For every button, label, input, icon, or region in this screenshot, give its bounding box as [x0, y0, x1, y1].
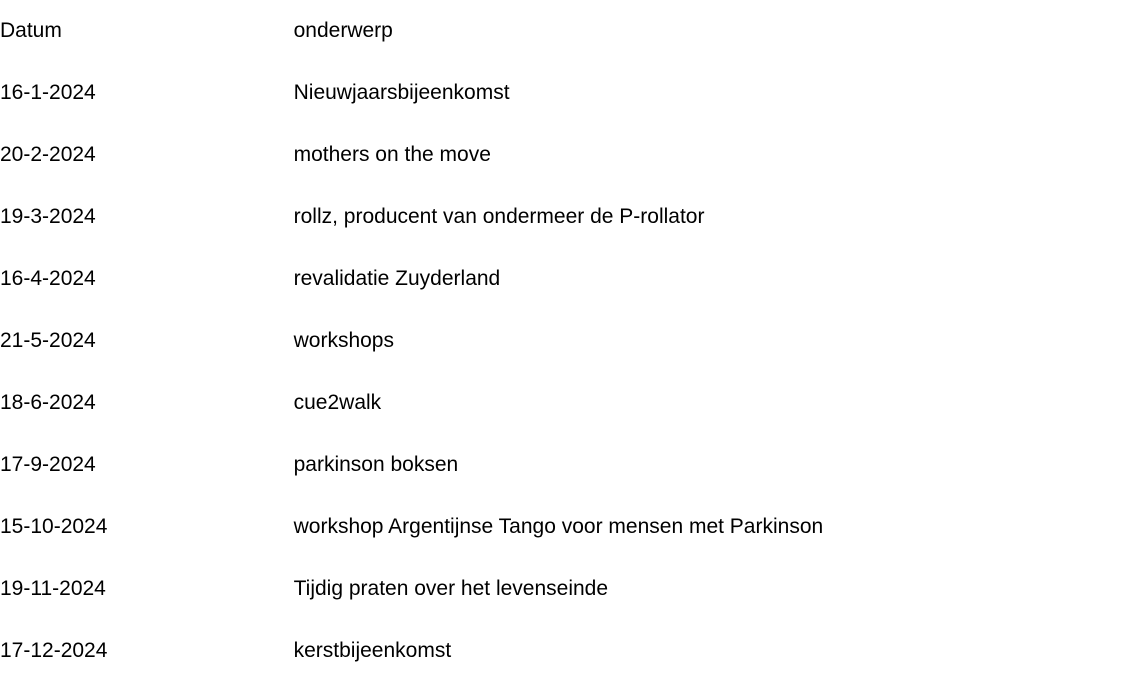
- table-header-row: [0, 0, 1138, 62]
- cell-date: 18-6-2024: [0, 391, 96, 414]
- cell-date: 17-12-2024: [0, 639, 108, 662]
- cell-subject: kerstbijeenkomst: [293, 639, 452, 662]
- cell-date: 20-2-2024: [0, 143, 96, 166]
- table-row: [0, 620, 1138, 682]
- cell-date: 16-1-2024: [0, 81, 96, 104]
- cell-date: 21-5-2024: [0, 329, 96, 352]
- cell-subject: rollz, producent van ondermeer de P-rollator: [293, 205, 705, 228]
- cell-date: 15-10-2024: [0, 515, 108, 538]
- column-header-subject: onderwerp: [293, 19, 393, 42]
- cell-subject: cue2walk: [293, 391, 382, 414]
- cell-subject: mothers on the move: [293, 143, 491, 166]
- cell-subject: Tijdig praten over het levenseinde: [293, 577, 609, 600]
- table-row: [0, 434, 1138, 496]
- cell-date: 17-9-2024: [0, 453, 96, 476]
- cell-date: 19-3-2024: [0, 205, 96, 228]
- cell-date: 19-11-2024: [0, 577, 106, 600]
- table-row: [0, 310, 1138, 372]
- table-row: [0, 558, 1138, 620]
- cell-subject: workshop Argentijnse Tango voor mensen met Parkinson: [293, 515, 824, 538]
- cell-subject: Nieuwjaarsbijeenkomst: [293, 81, 510, 104]
- cell-subject: parkinson boksen: [293, 453, 459, 476]
- table-row: [0, 372, 1138, 434]
- table-row: [0, 124, 1138, 186]
- column-header-date: Datum: [0, 19, 62, 42]
- table-row: [0, 186, 1138, 248]
- cell-subject: revalidatie Zuyderland: [293, 267, 501, 290]
- table-row: [0, 62, 1138, 124]
- table-row: [0, 248, 1138, 310]
- cell-date: 16-4-2024: [0, 267, 96, 290]
- cell-subject: workshops: [293, 329, 394, 352]
- table-row: [0, 496, 1138, 558]
